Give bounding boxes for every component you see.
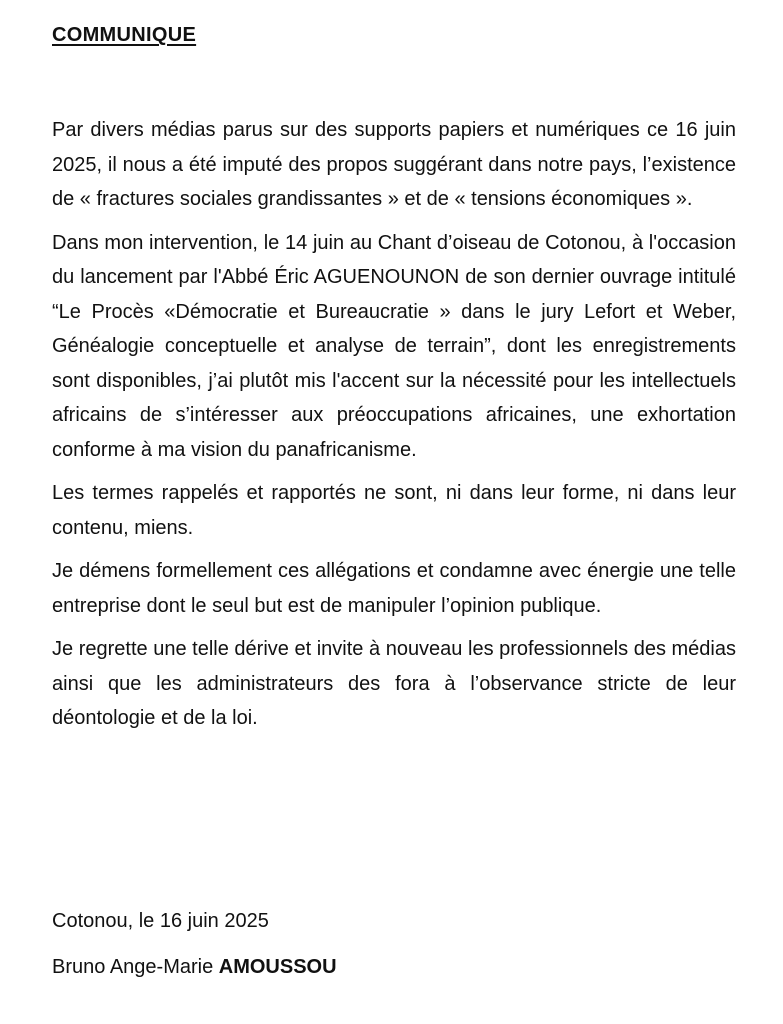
signatory-surname: AMOUSSOU [218,956,337,978]
paragraph-1: Par divers médias parus sur des supports papiers et numériques ce 16 juin 2025, il nous a été imputé des propos suggérant dans notre pays, l’existence de « fractures sociales grandissantes » et de « tensions économiques ». [52,119,736,210]
signatory-given-names: Bruno Ange-Marie [52,956,214,978]
place-date: Cotonou, le 16 juin 2025 [52,910,269,932]
paragraph-2: Dans mon intervention, le 14 juin au Chant d’oiseau de Cotonou, à l'occasion du lancement par l'Abbé Éric AGUENOUNON de son dernier ouvrage intitulé “Le Procès «Démocratie et Bureaucratie » dans le jury Lefort et Weber, Généalogie conceptuelle et analyse de terrain”, dont les enregistrements sont disponibles, j’ai plutôt mis l'accent sur la nécessité pour les intellectuels africains de s’intéresser aux préoccupations africaines, une exhortation conforme à ma vision du panafricanisme. [52,231,736,461]
paragraph-4: Je démens formellement ces allégations et condamne avec énergie une telle entreprise dont le seul but est de manipuler l’opinion publique. [52,560,736,617]
paragraph-3: Les termes rappelés et rapportés ne sont, ni dans leur forme, ni dans leur contenu, miens. [52,482,736,539]
document-body [52,24,736,736]
paragraph-5: Je regrette une telle dérive et invite à nouveau les professionnels des médias ainsi que les administrateurs des fora à l’observance stricte de leur déontologie et de la loi. [52,638,736,729]
signature [52,950,337,984]
document-title: COMMUNIQUE [52,24,197,46]
